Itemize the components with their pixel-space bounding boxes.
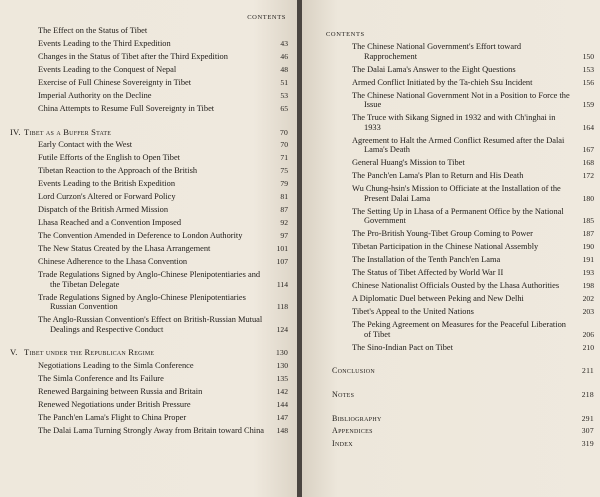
- toc-entry-title: General Huang's Mission to Tibet: [352, 158, 465, 168]
- toc-entry: [324, 307, 594, 317]
- chapter-page: 70: [280, 127, 288, 137]
- toc-entry: [10, 166, 288, 176]
- toc-entry-title: The Pro-British Young-Tibet Group Coming to Power: [352, 229, 533, 239]
- chapter-number: IV.: [10, 126, 21, 137]
- toc-entry: [10, 387, 288, 397]
- running-head-right: CONTENTS: [326, 31, 365, 38]
- toc-entry-title: The Effect on the Status of Tibet: [38, 26, 148, 35]
- toc-entry-page: 191: [582, 255, 594, 265]
- toc-right: [324, 42, 594, 451]
- toc-entry: [10, 361, 288, 371]
- toc-entry-title: Events Leading to the Conquest of Nepal: [38, 64, 177, 74]
- toc-entry: [10, 231, 288, 241]
- toc-entry-page: 79: [280, 179, 288, 189]
- toc-entry-page: 43: [280, 38, 288, 48]
- toc-entry: [324, 113, 594, 132]
- toc-entry-title: China Attempts to Resume Full Sovereignty in Tibet: [38, 103, 215, 113]
- toc-entry-page: 172: [582, 171, 594, 181]
- toc-entry: [10, 413, 288, 423]
- toc-entry-title: Changes in the Status of Tibet after the Third Expedition: [38, 51, 228, 61]
- toc-entry-page: 75: [280, 166, 288, 176]
- toc-entry-title: Armed Conflict Initiated by the Ta-chieh Ssu Incident: [352, 77, 533, 87]
- toc-entry-page: 135: [276, 374, 288, 384]
- toc-entry: [324, 136, 594, 155]
- toc-entry-title: The Status of Tibet Affected by World War II: [352, 268, 504, 278]
- toc-entry-page: 319: [581, 438, 594, 448]
- toc-entry-title: Tibetan Participation in the Chinese National Assembly: [352, 242, 539, 252]
- toc-entry-title: Futile Efforts of the English to Open Tibet: [38, 153, 180, 163]
- toc-entry: [324, 91, 594, 110]
- toc-entry-title: The Panch'en Lama's Plan to Return and His Death: [352, 171, 524, 181]
- toc-entry-page: 142: [276, 387, 288, 397]
- toc-entry: [10, 218, 288, 228]
- toc-entry-title: Agreement to Halt the Armed Conflict Resumed after the Dalai Lama's Death: [352, 135, 565, 155]
- toc-entry-title: Notes: [332, 390, 355, 400]
- toc-entry: [10, 315, 288, 334]
- toc-entry-page: 185: [582, 216, 594, 226]
- toc-entry-title: The Peking Agreement on Measures for the Peaceful Liberation of Tibet: [352, 320, 566, 339]
- toc-entry: [10, 400, 288, 410]
- toc-entry: [324, 294, 594, 304]
- toc-entry-title: Events Leading to the Third Expedition: [38, 38, 171, 48]
- toc-entry-page: 70: [280, 140, 288, 150]
- backmatter-entry: [324, 366, 594, 376]
- toc-entry-page: 65: [280, 103, 288, 113]
- toc-entry: [324, 78, 594, 88]
- toc-entry: [324, 184, 594, 203]
- toc-left: [10, 26, 288, 439]
- toc-entry-page: 101: [276, 244, 288, 254]
- toc-entry-page: 114: [276, 279, 288, 289]
- toc-entry-page: 150: [582, 51, 594, 61]
- toc-entry-page: 97: [280, 231, 288, 241]
- toc-entry-title: The Convention Amended in Deference to London Authority: [38, 231, 243, 241]
- chapter-heading-text: Tibet as a Buffer State: [24, 126, 112, 137]
- toc-entry-title: The Dalai Lama's Answer to the Eight Questions: [352, 64, 516, 74]
- right-page: [302, 0, 600, 497]
- toc-entry-page: 190: [582, 242, 594, 252]
- chapter-page: 130: [276, 348, 288, 358]
- toc-entry-page: 148: [276, 426, 288, 436]
- toc-entry-page: 53: [280, 90, 288, 100]
- toc-entry: [10, 78, 288, 88]
- toc-entry: [10, 39, 288, 49]
- toc-entry-title: Negotiations Leading to the Simla Conference: [38, 361, 194, 371]
- toc-entry: [324, 42, 594, 61]
- toc-entry-title: Tibet's Appeal to the United Nations: [352, 307, 474, 317]
- toc-entry: [324, 320, 594, 339]
- toc-entry-page: 180: [582, 193, 594, 203]
- toc-entry: [10, 293, 288, 312]
- toc-entry-title: Trade Regulations Signed by Anglo-Chinese Plenipotentiaries Russian Convention: [38, 292, 246, 312]
- toc-entry-title: Chinese Adherence to the Lhasa Convention: [38, 257, 188, 267]
- toc-entry-page: 218: [581, 390, 594, 400]
- toc-entry-title: Wu Chung-hsin's Mission to Officiate at the Installation of the Present Dalai Lama: [352, 184, 561, 203]
- chapter-heading: [10, 128, 288, 138]
- toc-entry-title: The Truce with Sikang Signed in 1932 and with Ch'inghai in 1933: [352, 113, 556, 132]
- toc-entry-page: 81: [280, 192, 288, 202]
- chapter-title: [10, 348, 268, 358]
- toc-entry-title: Appendices: [332, 426, 373, 436]
- backmatter-entry: [324, 414, 594, 424]
- chapter-title: [10, 128, 268, 138]
- toc-entry-title: Dispatch of the British Armed Mission: [38, 205, 169, 215]
- toc-entry: [10, 65, 288, 75]
- toc-entry-title: Bibliography: [332, 413, 382, 423]
- chapter-heading: [10, 348, 288, 358]
- toc-entry-title: Trade Regulations Signed by Anglo-Chinese Plenipotentiaries and the Tibetan Delegate: [38, 270, 261, 289]
- toc-entry-title: The New Status Created by the Lhasa Arrangement: [38, 244, 211, 254]
- toc-entry-title: The Panch'en Lama's Flight to China Proper: [38, 413, 187, 423]
- toc-entry: [324, 158, 594, 168]
- toc-entry: [10, 26, 288, 36]
- toc-entry: [10, 270, 288, 289]
- toc-entry: [324, 255, 594, 265]
- toc-entry-page: 159: [582, 100, 594, 110]
- toc-entry-page: 118: [276, 302, 288, 312]
- toc-entry-page: 164: [582, 122, 594, 132]
- backmatter-entry: [324, 426, 594, 436]
- backmatter-entry: [324, 439, 594, 449]
- toc-entry-title: The Dalai Lama Turning Strongly Away from Britain toward China: [38, 426, 265, 436]
- toc-entry: [324, 207, 594, 226]
- toc-entry-page: 124: [276, 324, 288, 334]
- left-page: [0, 0, 298, 497]
- toc-entry: [324, 229, 594, 239]
- toc-entry-page: 193: [582, 268, 594, 278]
- toc-entry-page: 203: [582, 307, 594, 317]
- toc-entry: [10, 153, 288, 163]
- toc-entry-title: Renewed Negotiations under British Pressure: [38, 400, 191, 410]
- chapter-heading-text: Tibet under the Republican Regime: [24, 347, 155, 358]
- toc-entry-title: Early Contact with the West: [38, 140, 133, 150]
- toc-entry-page: 107: [276, 257, 288, 267]
- toc-entry-title: The Anglo-Russian Convention's Effect on British-Russian Mutual Dealings and Respective Conduct: [38, 315, 263, 334]
- toc-entry-page: 87: [280, 205, 288, 215]
- toc-entry: [324, 242, 594, 252]
- toc-entry-title: The Chinese National Government Not in a Position to Force the Issue: [352, 90, 570, 110]
- toc-entry-page: 211: [581, 366, 594, 376]
- toc-entry: [10, 104, 288, 114]
- chapter-number: V.: [10, 347, 18, 358]
- toc-entry: [324, 65, 594, 75]
- toc-entry-title: The Installation of the Tenth Panch'en Lama: [352, 255, 501, 265]
- running-head-left: CONTENTS: [247, 14, 286, 21]
- toc-entry-title: The Simla Conference and Its Failure: [38, 374, 164, 384]
- toc-entry: [10, 205, 288, 215]
- toc-entry: [10, 374, 288, 384]
- toc-entry-page: 156: [582, 77, 594, 87]
- toc-entry-page: 71: [280, 153, 288, 163]
- toc-entry-page: 46: [280, 51, 288, 61]
- toc-entry: [10, 179, 288, 189]
- toc-entry-page: 307: [581, 426, 594, 436]
- toc-entry-page: 291: [581, 413, 594, 423]
- toc-entry-page: 168: [582, 158, 594, 168]
- backmatter-entry: [324, 390, 594, 400]
- toc-entry-page: 202: [582, 294, 594, 304]
- toc-entry: [10, 426, 288, 436]
- toc-entry: [10, 91, 288, 101]
- toc-entry-title: Index: [332, 438, 353, 448]
- toc-entry-page: 130: [276, 361, 288, 371]
- toc-entry-page: 153: [582, 64, 594, 74]
- toc-entry-title: The Sino-Indian Pact on Tibet: [352, 342, 453, 352]
- toc-entry-page: 187: [582, 229, 594, 239]
- toc-entry-page: 210: [582, 342, 594, 352]
- toc-entry: [10, 192, 288, 202]
- toc-entry-title: Lord Curzon's Altered or Forward Policy: [38, 192, 176, 202]
- toc-entry: [324, 281, 594, 291]
- toc-entry-title: Imperial Authority on the Decline: [38, 90, 152, 100]
- toc-entry-title: A Diplomatic Duel between Peking and New Delhi: [352, 294, 524, 304]
- toc-entry-page: 206: [582, 329, 594, 339]
- toc-entry: [10, 244, 288, 254]
- toc-entry-page: 92: [280, 218, 288, 228]
- toc-entry: [10, 257, 288, 267]
- toc-entry-title: Lhasa Reached and a Convention Imposed: [38, 218, 182, 228]
- toc-entry-page: 198: [582, 281, 594, 291]
- toc-entry-page: 51: [280, 77, 288, 87]
- toc-entry: [324, 171, 594, 181]
- toc-entry-title: The Setting Up in Lhasa of a Permanent Office by the National Government: [352, 206, 564, 226]
- toc-entry-page: 48: [280, 64, 288, 74]
- toc-entry: [10, 140, 288, 150]
- toc-entry-title: Tibetan Reaction to the Approach of the British: [38, 166, 198, 176]
- toc-entry-title: Conclusion: [332, 366, 376, 376]
- toc-entry-page: 147: [276, 413, 288, 423]
- toc-entry-page: 167: [582, 145, 594, 155]
- toc-entry: [324, 268, 594, 278]
- toc-entry-title: The Chinese National Government's Effort toward Rapprochement: [352, 42, 522, 61]
- toc-entry-title: Events Leading to the British Expedition: [38, 179, 176, 189]
- toc-entry-title: Renewed Bargaining between Russia and Britain: [38, 387, 203, 397]
- toc-entry: [10, 52, 288, 62]
- toc-entry-title: Exercise of Full Chinese Sovereignty in Tibet: [38, 77, 192, 87]
- toc-entry: [324, 343, 594, 353]
- toc-entry-title: Chinese Nationalist Officials Ousted by the Lhasa Authorities: [352, 281, 560, 291]
- toc-entry-page: 144: [276, 400, 288, 410]
